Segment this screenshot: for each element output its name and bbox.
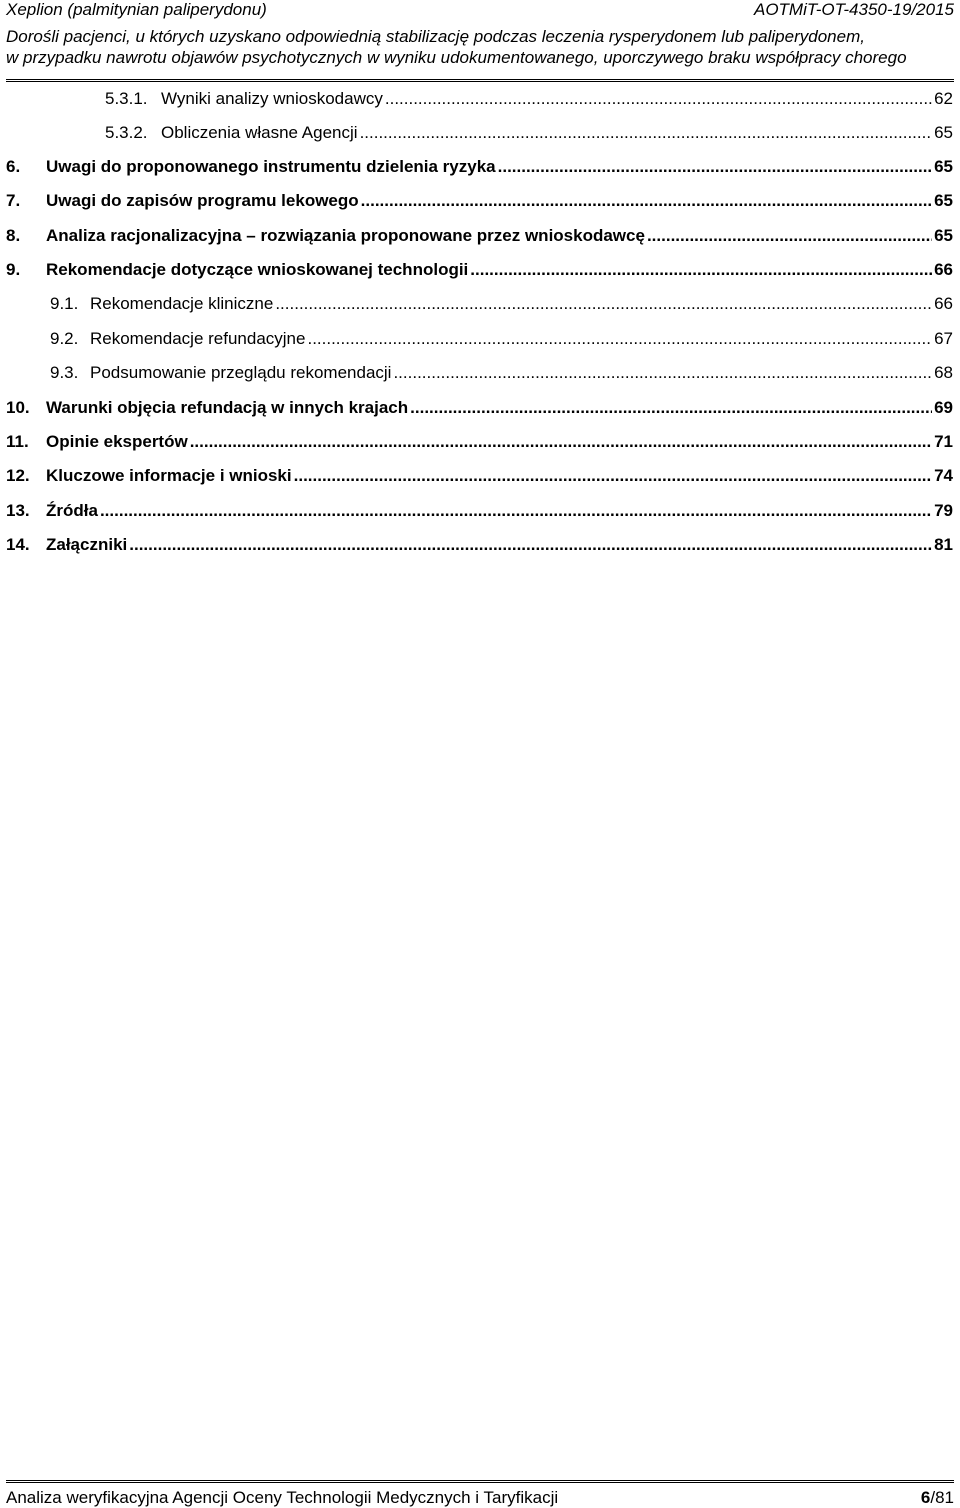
header-rule [6, 79, 954, 82]
toc-entry[interactable] [6, 327, 953, 351]
page-number-total: /81 [930, 1488, 954, 1507]
toc-entry-page: 81 [934, 535, 953, 554]
toc-entry-title: Wyniki analizy wnioskodawcy [161, 89, 383, 108]
toc-entry-page: 65 [934, 226, 953, 245]
toc-entry-title: Rekomendacje dotyczące wnioskowanej technologii [46, 260, 469, 279]
toc-entry-title: Obliczenia własne Agencji [161, 123, 358, 142]
toc-entry-number: 5.3.1. [105, 89, 148, 108]
footer-agency-name: Analiza weryfikacyjna Agencji Oceny Technologii Medycznych i Taryfikacji [6, 1488, 559, 1507]
toc-entry-number: 11. [6, 432, 29, 451]
toc-entry-number: 5.3.2. [105, 123, 148, 142]
toc-entry-page: 65 [934, 191, 953, 210]
toc-entry-page: 65 [934, 157, 953, 176]
toc-entry-title: Załączniki [46, 535, 128, 554]
toc-entry-page: 66 [934, 260, 953, 279]
toc-dot-leader [190, 430, 932, 454]
toc-dot-leader [498, 155, 932, 179]
page-number-current: 6 [920, 1488, 931, 1507]
toc-entry[interactable] [6, 533, 953, 557]
toc-entry-number: 9.2. [50, 329, 79, 348]
toc-dot-leader [129, 533, 932, 557]
toc-entry[interactable] [6, 189, 953, 213]
toc-dot-leader [393, 361, 932, 385]
toc-entry-page: 66 [934, 294, 953, 313]
toc-entry-title: Źródła [46, 501, 98, 520]
toc-entry-page: 67 [934, 329, 953, 348]
toc-entry-page: 69 [934, 398, 953, 417]
toc-dot-leader [360, 121, 933, 145]
footer-rule [6, 1480, 954, 1483]
toc-entry-title: Podsumowanie przeglądu rekomendacji [90, 363, 392, 382]
toc-dot-leader [100, 499, 932, 523]
toc-entry-title: Warunki objęcia refundacją w innych krajach [46, 398, 409, 417]
toc-entry-number: 12. [6, 466, 30, 485]
toc-entry-title: Analiza racjonalizacyjna – rozwiązania proponowane przez wnioskodawcę [46, 226, 645, 245]
toc-entry-page: 74 [934, 466, 953, 485]
header-subtitle-line2: w przypadku nawrotu objawów psychotycznych w wyniku udokumentowanego, uporczywego braku współpracy chorego [6, 48, 907, 67]
toc-entry-title: Opinie ekspertów [46, 432, 188, 451]
toc-entry-number: 9.1. [50, 294, 79, 313]
toc-dot-leader [275, 292, 932, 316]
page-footer [6, 1488, 954, 1508]
toc-dot-leader [294, 464, 932, 488]
toc-entry-number: 8. [6, 226, 21, 245]
toc-entry-title: Uwagi do zapisów programu lekowego [46, 191, 359, 210]
toc-entry-page: 65 [934, 123, 953, 142]
toc-entry-page: 71 [934, 432, 953, 451]
toc-entry-title: Rekomendacje refundacyjne [90, 329, 306, 348]
toc-dot-leader [647, 224, 932, 248]
toc-entry-number: 6. [6, 157, 21, 176]
toc-dot-leader [385, 87, 932, 111]
toc-dot-leader [470, 258, 932, 282]
toc-entry-number: 14. [6, 535, 30, 554]
toc-entry-page: 62 [934, 89, 953, 108]
running-header [6, 0, 954, 20]
toc-entry[interactable] [6, 155, 953, 179]
toc-dot-leader [361, 189, 932, 213]
toc-dot-leader [307, 327, 932, 351]
toc-dot-leader [410, 396, 932, 420]
toc-entry[interactable] [6, 361, 953, 385]
toc-entry[interactable] [6, 121, 953, 145]
toc-entry-title: Uwagi do proponowanego instrumentu dzielenia ryzyka [46, 157, 496, 176]
toc-entry[interactable] [6, 430, 953, 454]
toc-entry-number: 10. [6, 398, 30, 417]
toc-entry[interactable] [6, 499, 953, 523]
header-subtitle-line1: Dorośli pacjenci, u których uzyskano odpowiednią stabilizację podczas leczenia rysperydonem lub paliperydonem, [6, 27, 865, 46]
toc-entry[interactable] [6, 224, 953, 248]
header-drug-name: Xeplion (palmitynian paliperydonu) [6, 0, 267, 19]
toc-entry-page: 68 [934, 363, 953, 382]
toc-entry[interactable] [6, 292, 953, 316]
toc-entry-number: 7. [6, 191, 21, 210]
toc-entry[interactable] [6, 396, 953, 420]
page-number [921, 1488, 954, 1508]
toc-entry-page: 79 [934, 501, 953, 520]
toc-entry-number: 13. [6, 501, 30, 520]
toc-entry-number: 9. [6, 260, 21, 279]
toc-entry[interactable] [6, 87, 953, 111]
toc-entry-number: 9.3. [50, 363, 79, 382]
toc-entry[interactable] [6, 464, 953, 488]
toc-entry-title: Kluczowe informacje i wnioski [46, 466, 292, 485]
toc-entry-title: Rekomendacje kliniczne [90, 294, 274, 313]
header-document-id: AOTMiT-OT-4350-19/2015 [753, 0, 954, 19]
toc-entry[interactable] [6, 258, 953, 282]
